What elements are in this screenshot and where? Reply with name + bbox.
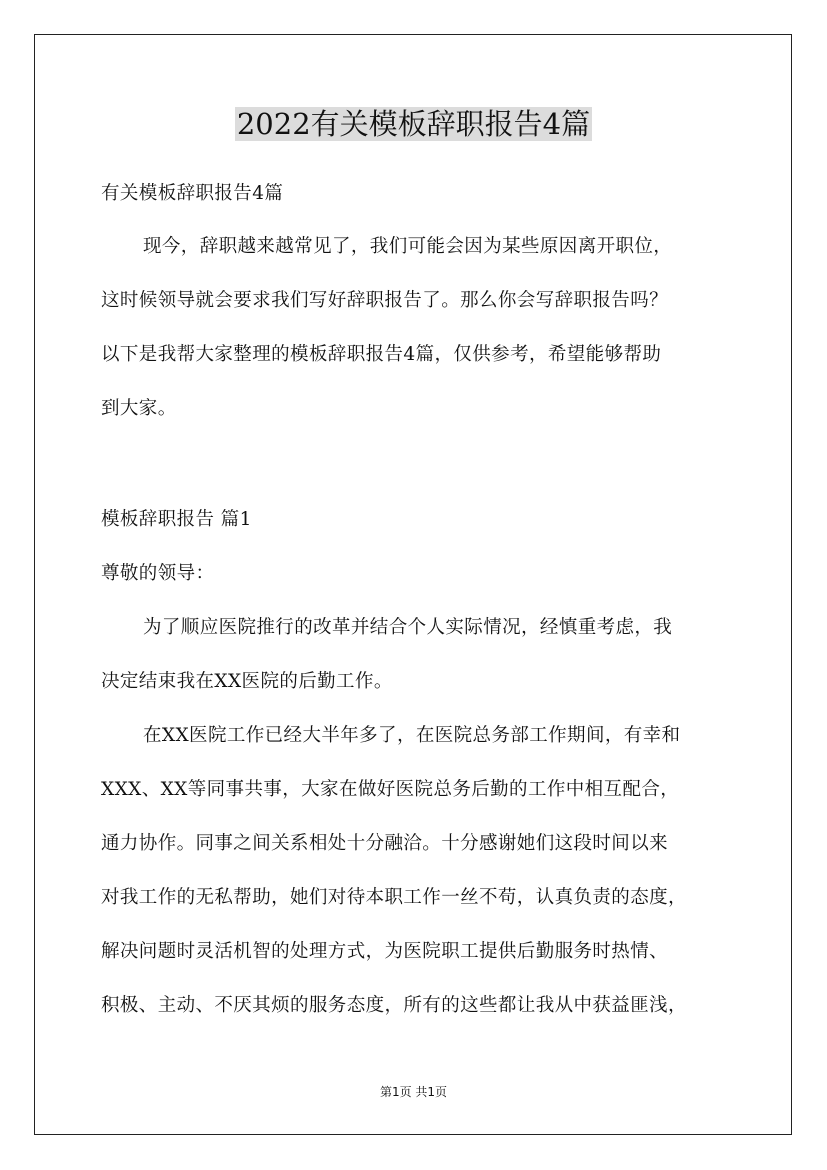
intro-line-4: 到大家。: [101, 398, 177, 419]
intro-line-1: 现今，辞职越来越常见了，我们可能会因为某些原因离开职位，: [143, 236, 673, 257]
document-title-text: 2022有关模板辞职报告4篇: [236, 107, 591, 141]
intro-line-3: 以下是我帮大家整理的模板辞职报告4篇，仅供参考，希望能够帮助: [101, 344, 662, 365]
paragraph2-line-4: 对我工作的无私帮助，她们对待本职工作一丝不苟，认真负责的态度，: [101, 887, 687, 908]
section-heading: 模板辞职报告 篇1: [101, 509, 252, 530]
paragraph2-line-2: XXX、XX等同事共事，大家在做好医院总务后勤的工作中相互配合，: [101, 779, 680, 800]
paragraph1-line-2: 决定结束我在XX医院的后勤工作。: [101, 671, 393, 692]
paragraph2-line-5: 解决问题时灵活机智的处理方式，为医院职工提供后勤服务时热情、: [101, 941, 669, 962]
paragraph2-line-6: 积极、主动、不厌其烦的服务态度，所有的这些都让我从中获益匪浅，: [101, 995, 687, 1016]
paragraph1-line-1: 为了顺应医院推行的改革并结合个人实际情况，经慎重考虑，我: [143, 617, 673, 638]
document-subtitle: 有关模板辞职报告4篇: [101, 183, 284, 204]
salutation: 尊敬的领导：: [101, 563, 215, 584]
page-footer: 第1页 共1页: [379, 1085, 448, 1099]
document-title: [0, 102, 827, 146]
paragraph2-line-3: 通力协作。同事之间关系相处十分融洽。十分感谢她们这段时间以来: [101, 833, 669, 854]
intro-line-2: 这时候领导就会要求我们写好辞职报告了。那么你会写辞职报告吗？: [101, 290, 669, 311]
paragraph2-line-1: 在XX医院工作已经大半年多了，在医院总务部工作期间，有幸和: [143, 725, 681, 746]
